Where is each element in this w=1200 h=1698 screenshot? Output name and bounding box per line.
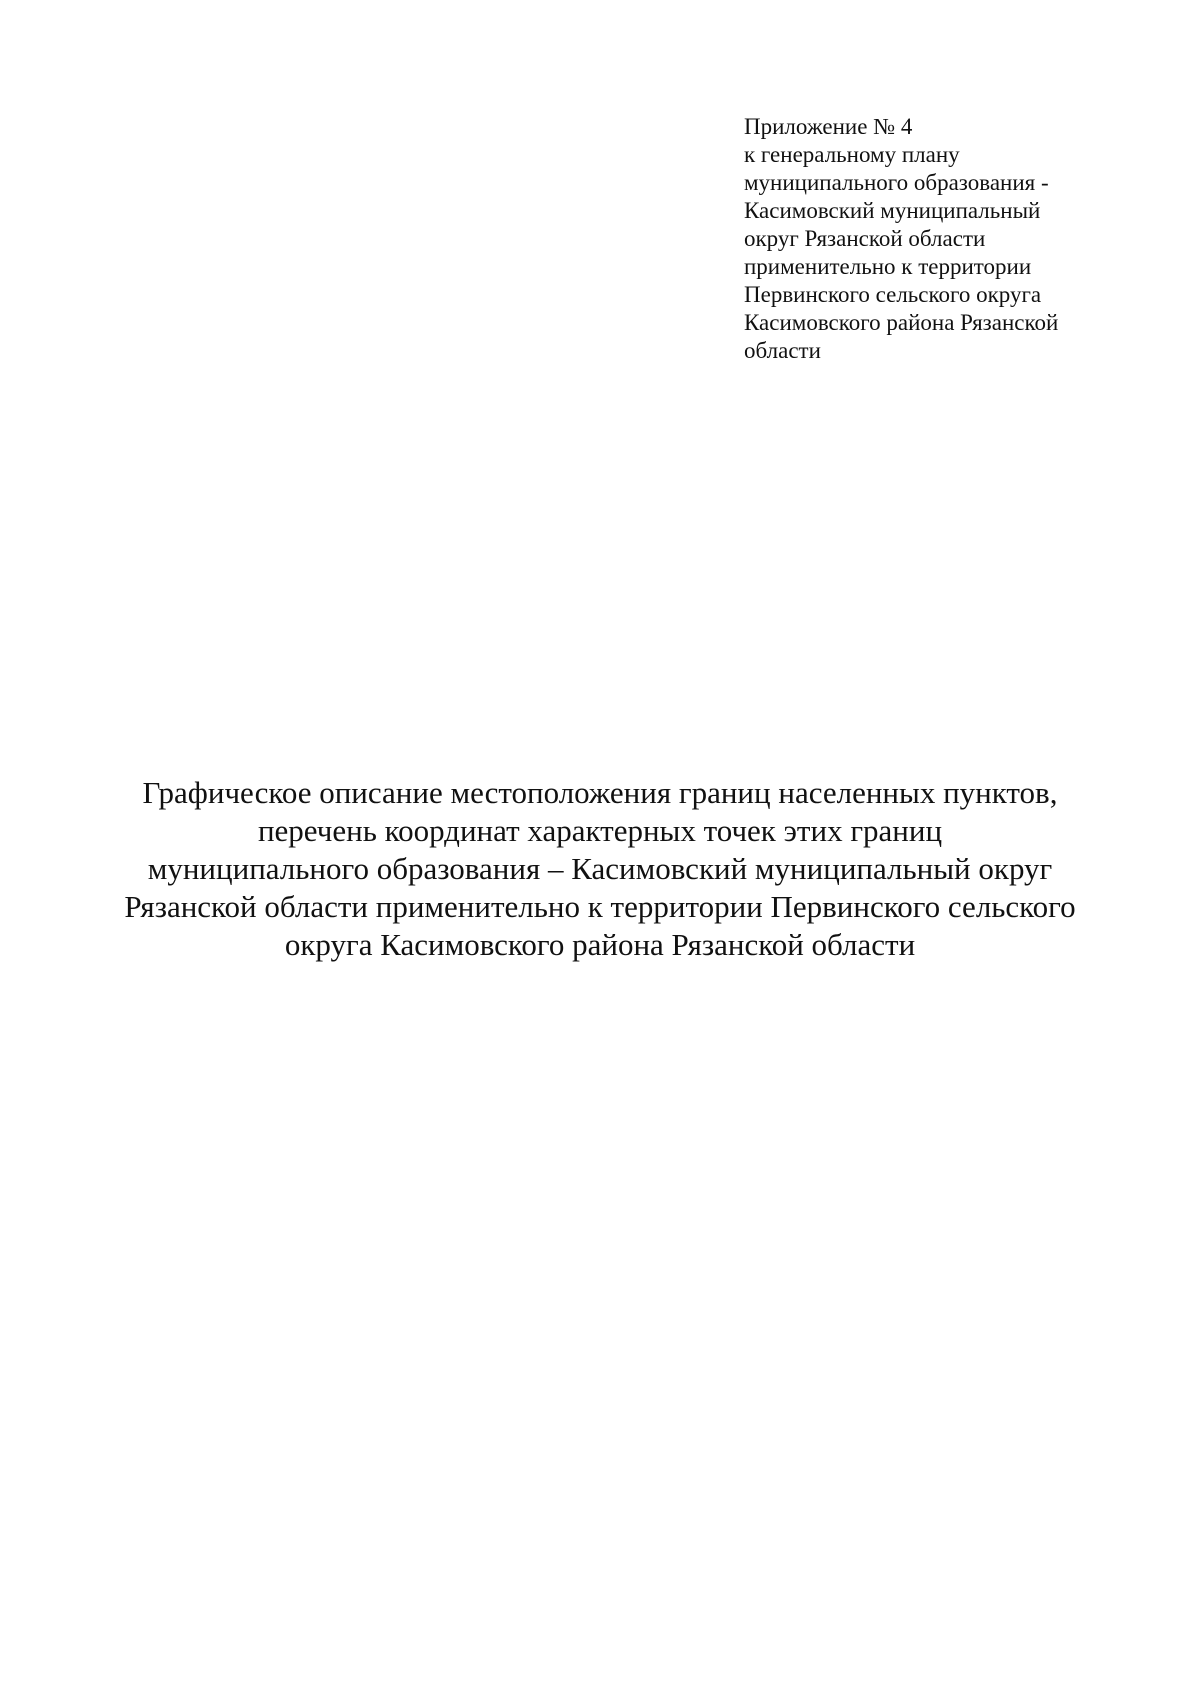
appendix-line: Касимовский муниципальный <box>744 198 1041 223</box>
title-line: муниципального образования – Касимовский муниципальный округ <box>147 851 1053 886</box>
appendix-line: применительно к территории <box>744 254 1032 279</box>
appendix-line: Приложение № 4 <box>744 114 913 139</box>
title-line: перечень координат характерных точек этих границ <box>257 813 943 848</box>
appendix-line: Первинского сельского округа <box>744 282 1042 307</box>
title-line: Рязанской области применительно к территории Первинского сельского <box>124 889 1076 924</box>
appendix-line: области <box>744 338 821 363</box>
appendix-line: муниципального образования - <box>744 170 1049 195</box>
appendix-line: к генеральному плану <box>744 142 960 167</box>
title-line: округа Касимовского района Рязанской области <box>284 927 916 962</box>
appendix-line: Касимовского района Рязанской <box>744 310 1059 335</box>
appendix-line: округ Рязанской области <box>744 226 986 251</box>
title-line: Графическое описание местоположения границ населенных пунктов, <box>142 775 1058 810</box>
document-title <box>100 774 1100 964</box>
appendix-note <box>744 113 1144 365</box>
